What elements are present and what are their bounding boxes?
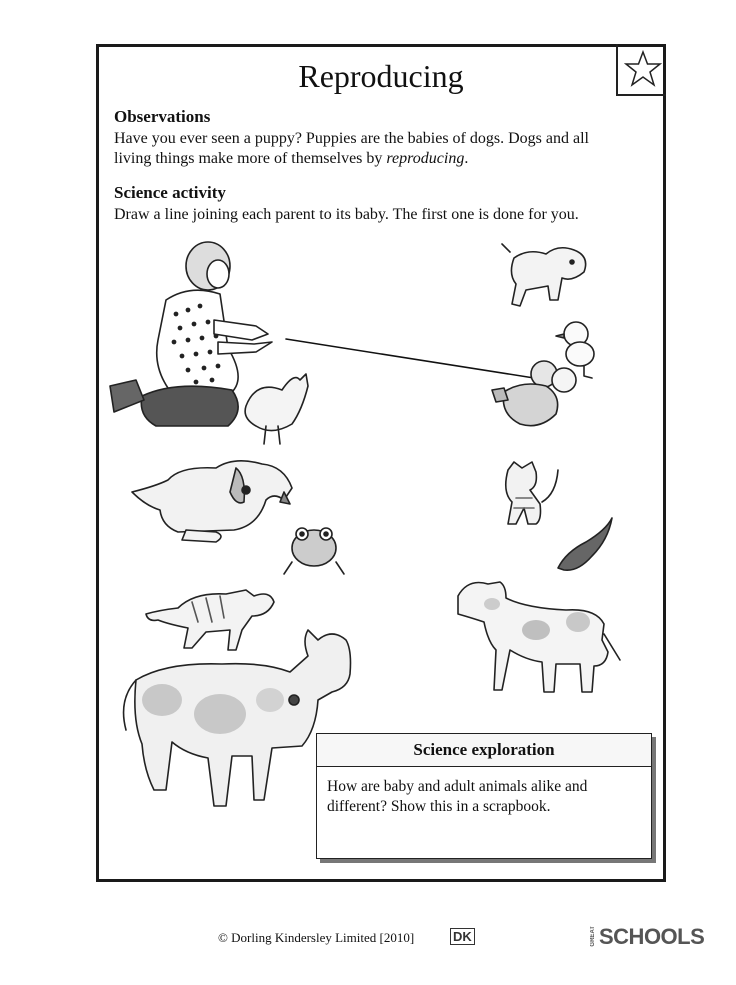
tadpole-illustration: [558, 518, 612, 570]
science-exploration-box: [316, 733, 652, 859]
cat-illustration: [146, 590, 274, 650]
exploration-line2: different? Show this in a scrapbook.: [327, 798, 551, 815]
woman-illustration: [110, 242, 272, 426]
observations-text: [114, 129, 654, 169]
science-activity-heading: Science activity: [114, 183, 226, 202]
example-match-line: [286, 339, 534, 378]
science-activity-text: Draw a line joining each parent to its baby. The first one is done for you.: [114, 206, 579, 223]
greatschools-logo-big: SCHOOLS: [599, 924, 705, 949]
reproducing-emphasis: reproducing: [386, 150, 465, 167]
science-exploration-text: [317, 767, 651, 827]
observations-line1: Have you ever seen a puppy? Puppies are the babies of dogs. Dogs and all: [114, 130, 589, 147]
dk-logo: DK: [450, 928, 475, 945]
frog-illustration: [284, 528, 344, 574]
observations-line2-start: living things make more of themselves by: [114, 150, 387, 167]
puppy-illustration: [502, 244, 586, 306]
observations-line2-end: .: [464, 150, 469, 167]
copyright-text: © Dorling Kindersley Limited [2010]: [218, 930, 415, 945]
exploration-line1: How are baby and adult animals alike and: [327, 778, 588, 795]
observations-heading: Observations: [114, 107, 211, 126]
greatschools-logo-small: GREAT: [590, 926, 596, 947]
dog-illustration: [132, 461, 292, 542]
baby-illustration: [492, 361, 576, 426]
science-exploration-heading: Science exploration: [317, 734, 651, 767]
calf-illustration: [458, 582, 620, 692]
hen-illustration: [245, 374, 308, 444]
page-title: Reproducing: [298, 58, 464, 94]
kitten-illustration: [506, 462, 558, 524]
